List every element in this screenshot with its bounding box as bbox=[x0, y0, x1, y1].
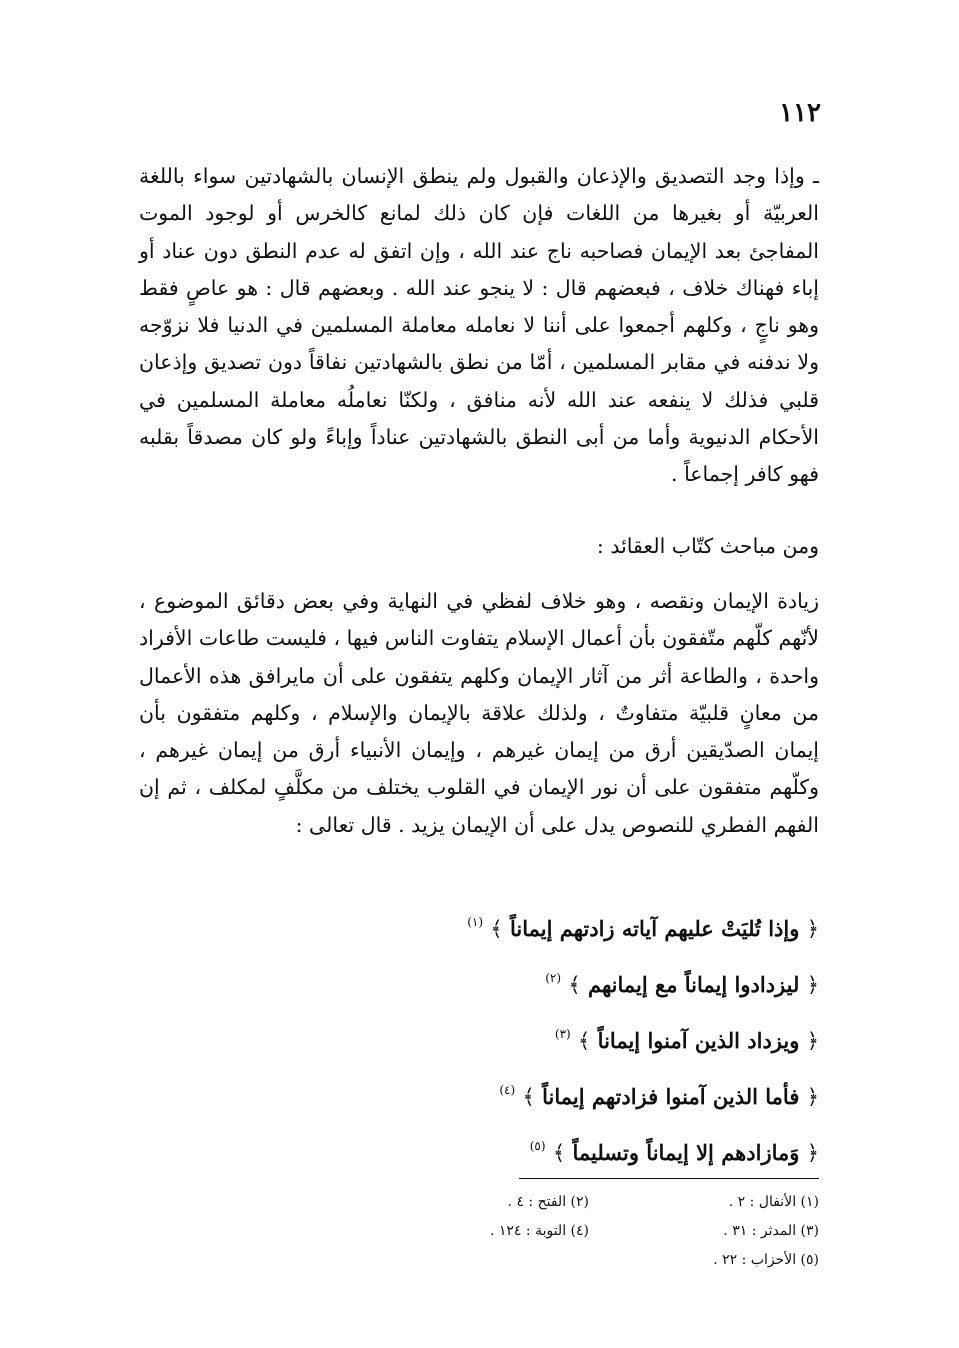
verse-text: ويزداد الذين آمنوا إيماناً bbox=[597, 1028, 800, 1053]
footnote-row bbox=[359, 1188, 819, 1217]
footnote-1: (١) الأنفال : ٢ . bbox=[728, 1194, 819, 1210]
footnote-divider bbox=[519, 1178, 819, 1179]
verse-open-bracket: ﴿ bbox=[806, 973, 819, 997]
section-heading bbox=[139, 528, 819, 565]
verse-close-bracket: ﴾ bbox=[490, 917, 503, 941]
verse-close-bracket: ﴾ bbox=[522, 1085, 535, 1109]
verse-open-bracket: ﴿ bbox=[806, 917, 819, 941]
verse-text: وإذا تُليَتْ عليهم آياته زادتهم إيماناً bbox=[509, 916, 800, 941]
footnote-ref[interactable]: (١) bbox=[467, 915, 484, 929]
footnote-3: (٣) المدثر : ٣١ . bbox=[723, 1223, 819, 1239]
verse-text: ليزدادوا إيماناً مع إيمانهم bbox=[588, 972, 800, 997]
quran-verses bbox=[259, 902, 819, 1182]
paragraph-testimony bbox=[139, 158, 819, 494]
paragraph-text: ـ وإذا وجد التصديق والإذعان والقبول ولم ينطق الإنسان بالشهادتين سواء باللغة العربيّة أو بغيرها من اللغات فإن كان ذلك لمانع كالخرس أو لوجود الموت المفاجئ بعد الإيمان فصاحبه ناج عند الله ، وإن اتفق له عدم النطق دون عناد أو إباء فهناك خلاف ، فبعضهم قال : لا ينجو عند الله . وبعضهم قال : هو عاصٍ فقط وهو ناجٍ ، وكلهم أجمعوا على أننا لا نعامله معاملة المسلمين في الدنيا فلا نزوّجه ولا ندفنه في مقابر المسلمين ، أمّا من نطق بالشهادتين نفاقاً دون تصديق وإذعان قلبي فذلك لا ينفعه عند الله لأنه منافق ، ولكنّا نعاملُه معاملة المسلمين في الأحكام الدنيوية وأما من أبى النطق بالشهادتين عناداً وإباءً ولو كان مصدقاً بقلبه فهو كافر إجماعاً . bbox=[139, 164, 819, 487]
verse-5 bbox=[259, 1126, 819, 1182]
footnote-ref[interactable]: (٣) bbox=[554, 1027, 571, 1041]
footnotes bbox=[359, 1188, 819, 1275]
verse-text: وَمازادهم إلا إيماناً وتسليماً bbox=[572, 1140, 800, 1165]
paragraph-text: زيادة الإيمان ونقصه ، وهو خلاف لفظي في النهاية وفي بعض دقائق الموضوع ، لأنّهم كلّهم متّفقون بأن أعمال الإسلام يتفاوت الناس فيها ، فليست طاعات الأفراد واحدة ، والطاعة أثر من آثار الإيمان وكلهم يتفقون على أن مايرافق هذه الأعمال من معانٍ قلبيّة متفاوتٌ ، ولذلك علاقة بالإيمان والإسلام ، وكلهم متفقون بأن إيمان الصدّيقين أرق من إيمان غيرهم ، وإيمان الأنبياء أرق من إيمان غيرهم ، وكلّهم متفقون على أن نور الإيمان في القلوب يختلف من مكلَّفٍ لمكلف ، ثم إن الفهم الفطري للنصوص يدل على أن الإيمان يزيد . قال تعالى : bbox=[139, 589, 819, 837]
footnote-ref[interactable]: (٤) bbox=[499, 1083, 516, 1097]
verse-open-bracket: ﴿ bbox=[806, 1029, 819, 1053]
verse-open-bracket: ﴿ bbox=[806, 1085, 819, 1109]
heading-text: ومن مباحث كتّاب العقائد : bbox=[596, 534, 819, 558]
verse-close-bracket: ﴾ bbox=[578, 1029, 591, 1053]
footnote-empty bbox=[359, 1246, 589, 1275]
footnote-4: (٤) التوبة : ١٢٤ . bbox=[489, 1223, 589, 1239]
footnote-ref[interactable]: (٢) bbox=[545, 971, 562, 985]
footnote-2: (٢) الفتح : ٤ . bbox=[507, 1194, 589, 1210]
paragraph-faith-increase bbox=[139, 583, 819, 844]
footnote-ref[interactable]: (٥) bbox=[529, 1139, 546, 1153]
verse-3 bbox=[259, 1014, 819, 1070]
page-number: ١١٢ bbox=[779, 98, 821, 128]
footnote-row bbox=[359, 1246, 819, 1275]
verse-close-bracket: ﴾ bbox=[552, 1141, 566, 1165]
verse-open-bracket: ﴿ bbox=[806, 1141, 819, 1165]
verse-2 bbox=[259, 958, 819, 1014]
verse-text: فأما الذين آمنوا فزادتهم إيماناً bbox=[542, 1084, 800, 1109]
verse-close-bracket: ﴾ bbox=[568, 973, 581, 997]
footnote-row bbox=[359, 1217, 819, 1246]
footnote-5: (٥) الأحزاب : ٢٢ . bbox=[713, 1252, 819, 1268]
verse-4 bbox=[259, 1070, 819, 1126]
verse-1 bbox=[259, 902, 819, 958]
